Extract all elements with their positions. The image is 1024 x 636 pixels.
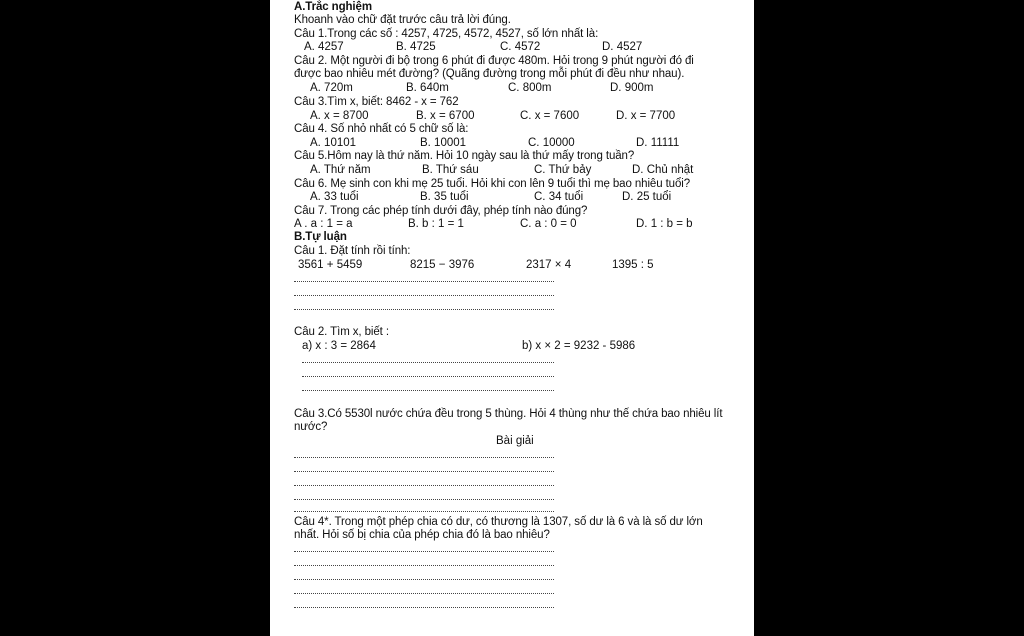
essay-question-4-text: Câu 4*. Trong một phép chia có dư, có thương là 1307, số dư là 6 và là số dư lớn — [294, 516, 703, 528]
question-2-option-a: A. 720m — [310, 82, 353, 94]
question-2-option-c: C. 800m — [508, 82, 552, 94]
question-2-text-line2: được bao nhiêu mét đường? (Quãng đường trong mỗi phút đi đều như nhau). — [294, 68, 685, 80]
section-a-title: A.Trắc nghiệm — [294, 1, 372, 13]
calc-item-3: 2317 × 4 — [526, 259, 572, 271]
question-2-text: Câu 2. Một người đi bộ trong 6 phút đi được 480m. Hỏi trong 9 phút người đó đi — [294, 55, 694, 67]
question-4-option-d: D. 11111 — [636, 137, 680, 149]
essay-question-2a: a) x : 3 = 2864 — [302, 340, 376, 352]
question-1-text: Câu 1.Trong các số : 4257, 4725, 4572, 4527, số lớn nhất là: — [294, 28, 599, 40]
question-5-option-d: D. Chủ nhật — [632, 164, 694, 176]
solution-label: Bài giải — [496, 435, 534, 447]
question-6-option-c: C. 34 tuổi — [534, 191, 584, 203]
answer-line[interactable] — [294, 485, 554, 486]
question-4-option-b: B. 10001 — [420, 137, 467, 149]
question-1-option-d: D. 4527 — [602, 41, 643, 53]
question-3-option-d: D. x = 7700 — [616, 110, 676, 122]
question-1-option-b: B. 4725 — [396, 41, 436, 53]
answer-line[interactable] — [294, 471, 554, 472]
essay-question-1-text: Câu 1. Đặt tính rồi tính: — [294, 245, 411, 257]
question-7-text: Câu 7. Trong các phép tính dưới đây, phép tính nào đúng? — [294, 205, 588, 217]
answer-line[interactable] — [294, 499, 554, 500]
question-5-option-c: C. Thứ bảy — [534, 164, 592, 176]
question-6-option-a: A. 33 tuổi — [310, 191, 359, 203]
question-7-option-c: C. a : 0 = 0 — [520, 218, 577, 230]
question-1-option-a: A. 4257 — [304, 41, 344, 53]
question-7-option-d: D. 1 : b = b — [636, 218, 693, 230]
question-4-option-c: C. 10000 — [528, 137, 575, 149]
answer-line[interactable] — [294, 593, 554, 594]
question-7-option-b: B. b : 1 = 1 — [408, 218, 464, 230]
question-5-text: Câu 5.Hôm nay là thứ năm. Hỏi 10 ngày sau là thứ mấy trong tuần? — [294, 150, 635, 162]
question-4-option-a: A. 10101 — [310, 137, 357, 149]
essay-question-2-text: Câu 2. Tìm x, biết : — [294, 326, 389, 338]
answer-line[interactable] — [294, 281, 554, 282]
calc-item-2: 8215 − 3976 — [410, 259, 475, 271]
answer-line[interactable] — [294, 295, 554, 296]
answer-line[interactable] — [294, 551, 554, 552]
question-5-option-b: B. Thứ sáu — [422, 164, 479, 176]
question-3-option-c: C. x = 7600 — [520, 110, 580, 122]
question-3-text: Câu 3.Tìm x, biết: 8462 - x = 762 — [294, 96, 459, 108]
answer-line[interactable] — [294, 607, 554, 608]
question-6-option-b: B. 35 tuổi — [420, 191, 469, 203]
answer-line[interactable] — [294, 309, 554, 310]
section-a-instruction: Khoanh vào chữ đặt trước câu trả lời đúng. — [294, 14, 511, 26]
answer-line[interactable] — [302, 376, 554, 377]
question-5-option-a: A. Thứ năm — [310, 164, 371, 176]
question-2-option-d: D. 900m — [610, 82, 654, 94]
question-1-option-c: C. 4572 — [500, 41, 541, 53]
question-6-text: Câu 6. Mẹ sinh con khi mẹ 25 tuổi. Hỏi khi con lên 9 tuổi thì mẹ bao nhiêu tuổi? — [294, 178, 691, 190]
answer-line[interactable] — [294, 565, 554, 566]
worksheet-page — [270, 0, 754, 636]
answer-line[interactable] — [302, 390, 554, 391]
question-4-text: Câu 4. Số nhỏ nhất có 5 chữ số là: — [294, 123, 469, 135]
essay-question-2b: b) x × 2 = 9232 - 5986 — [522, 340, 636, 352]
question-3-option-a: A. x = 8700 — [310, 110, 369, 122]
essay-question-3-text-line2: nước? — [294, 421, 328, 433]
question-2-option-b: B. 640m — [406, 82, 449, 94]
answer-line[interactable] — [302, 362, 554, 363]
question-3-option-b: B. x = 6700 — [416, 110, 475, 122]
answer-line[interactable] — [294, 511, 554, 512]
section-b-title: B.Tự luận — [294, 231, 347, 243]
answer-line[interactable] — [294, 457, 554, 458]
essay-question-4-text-line2: nhất. Hỏi số bị chia của phép chia đó là bao nhiêu? — [294, 529, 550, 541]
calc-item-4: 1395 : 5 — [612, 259, 654, 271]
question-6-option-d: D. 25 tuổi — [622, 191, 672, 203]
answer-line[interactable] — [294, 579, 554, 580]
essay-question-3-text: Câu 3.Có 5530l nước chứa đều trong 5 thùng. Hỏi 4 thùng như thế chứa bao nhiêu lít — [294, 408, 723, 420]
question-7-option-a: A . a : 1 = a — [294, 218, 353, 230]
calc-item-1: 3561 + 5459 — [298, 259, 363, 271]
